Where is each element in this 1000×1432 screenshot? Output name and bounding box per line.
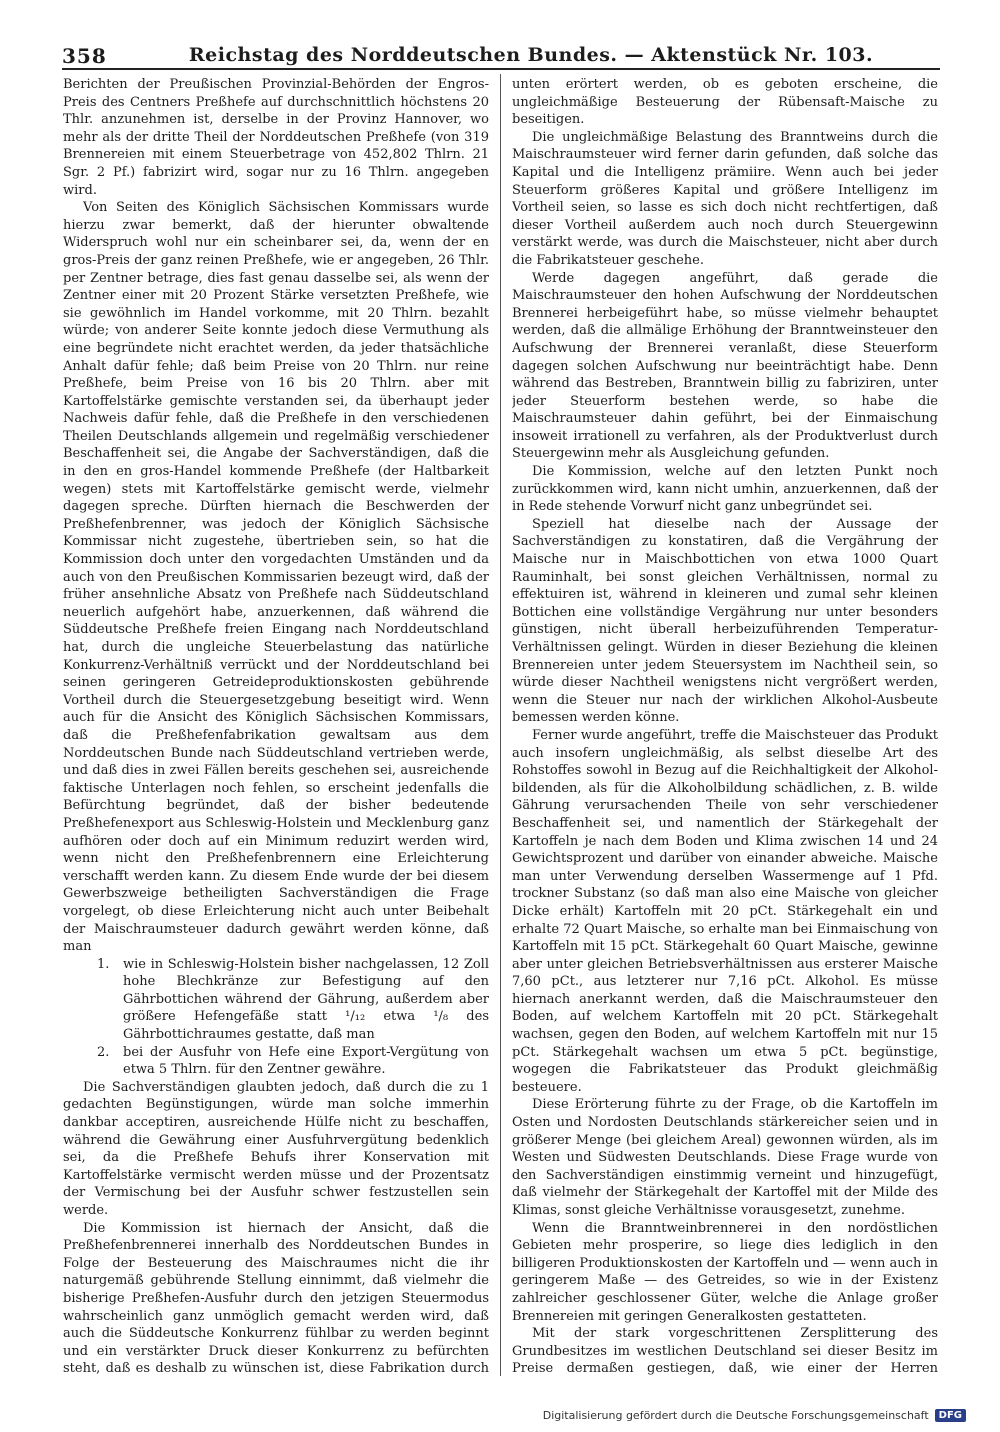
list-item [97, 956, 489, 1044]
paragraph: Wenn die Branntweinbrennerei in den nordöstlichen Gebieten mehr prosperire, so liege dies lediglich in den billigeren Produktionskosten der Kartoffeln und — wenn auch in geringerem Maße — des Getreides, so wie in der Existenz zahlreicher geschlossener Güter, welche die Anlage großer Brennereien mit geringen Generalkosten gestatteten. [512, 1220, 938, 1324]
paragraph: Die Sachverständigen glaubten jedoch, daß durch die zu 1 gedachten Begünstigungen, würde man solche immerhin dankbar acceptiren, ausreichende Hülfe nicht zu beschaffen, während die Gewährung einer Ausfuhrvergütung bedenklich sei, da die Preßhefe Behufs ihrer Konservation mit Kartoffelstärke vermischt werden müsse und der Prozentsatz der Vermischung bei der Ausfuhr schwer festzustellen sein werde. [63, 1079, 489, 1218]
list-item-text: bei der Ausfuhr von Hefe eine Export-Vergütung von etwa 5 Thlrn. für den Zentner gewähre. [123, 1044, 489, 1078]
page-number: 358 [62, 44, 107, 68]
paragraph: unten erörtert werden, ob es geboten erscheine, die ungleichmäßige Besteuerung der Rübensaft-Maische zu beseitigen. [512, 77, 938, 128]
paragraph: Diese Erörterung führte zu der Frage, ob die Kartoffeln im Osten und Nordosten Deutschlands stärkereicher seien und in größerer Menge (bei gleichem Areal) gewonnen würden, als im Westen und Südwesten Deutschlands. Diese Frage wurde von den Sachverständigen einstimmig verneint und hinzugefügt, daß vielmehr der Stärkegehalt der Kartoffel mit der Milde des Klimas, sonst gleiche Verhältnisse vorausgesetzt, zunehme. [512, 1097, 938, 1218]
list-item-text: wie in Schleswig-Holstein bisher nachgelassen, 12 Zoll hohe Blechkränze zur Befestigung auf den Gährbottichen während der Gährung, außerdem aber größere Hefengefäße statt ¹/₁₂ etwa ¹/₈ des Gährbottichraumes gestatte, daß man [123, 956, 489, 1043]
page-title: Reichstag des Norddeutschen Bundes. — Aktenstück Nr. 103. [188, 44, 874, 66]
list-item [97, 1044, 489, 1079]
paragraph: Die ungleichmäßige Belastung des Branntweins durch die Maischraumsteuer wird ferner darin gefunden, daß solche das Kapital und die Intelligenz prämiire. Wenn auch bei jeder Steuerform größeres Kapital und größere Intelligenz im Vortheil seien, so lasse es sich doch nicht rechtfertigen, daß dieser Vortheil außerdem auch noch durch Steuergewinn verstärkt werde, was durch die Maischsteuer, nicht aber durch die Fabrikatsteuer geschehe. [512, 129, 938, 268]
left-column [63, 76, 489, 1376]
paragraph: Die Kommission ist hiernach der Ansicht, daß die Preßhefenbrennerei innerhalb des Norddeutschen Bundes in Folge der Besteuerung des Maischraumes nicht die ihr naturgemäß gebührende Stellung einnimmt, daß vielmehr die bisherige Preßhefen-Ausfuhr durch den jetzigen Steuermodus wahrscheinlich ganz unmöglich gemacht werden wird, daß auch die Süddeutsche Konkurrenz fühlbar zu werden beginnt und ein verstärkter Druck dieser Konkurrenz zu befürchten steht, daß es deshalb zu wünschen ist, diese Fabrikation durch [63, 1220, 489, 1376]
right-column [512, 76, 938, 1376]
digitization-credit [543, 1409, 966, 1422]
paragraph: Ferner wurde angeführt, treffe die Maischsteuer das Produkt auch insofern ungleichmäßig, als selbst dieselbe Art des Rohstoffes sowohl in Bezug auf die Reichhaltigkeit der Alkohol-bildenden, als für die Alkoholbildung schädlichen, z. B. wilde Gährung verursachenden Theile von sehr verschiedener Beschaffenheit sei, und namentlich der Stärkegehalt der Kartoffeln je nach dem Boden und Klima zwischen 14 und 24 Gewichtsprozent und darüber von einander abweiche. Maische man unter Verwendung derselben Wassermenge auf 1 Pfd. trockner Substanz (so daß man also eine Maische von gleicher Dicke erhält) Kartoffeln mit 20 pCt. Stärkegehalt ein und erhalte 72 Quart Maische, so erhalte man bei Einmaischung von Kartoffeln mit 15 pCt. Stärkegehalt 60 Quart Maische, gewinne aber unter gleichen Betriebsverhältnissen aus ersterer Maische 7,60 pCt., aus letzterer nur 7,16 pCt. Alkohol. Es müsse hiernach anerkannt werden, daß die Maischraumsteuer den Boden, auf welchem Kartoffeln mit 20 pCt. Stärkegehalt wachsen, gegen den Boden, auf welchem Kartoffeln mit nur 15 pCt. Stärkegehalt wachsen um etwa 5 pCt. begünstige, wogegen die Fabrikatsteuer das Produkt gleichmäßig besteuere. [512, 727, 938, 1095]
header-rule [62, 68, 940, 70]
dfg-logo: DFG [935, 1409, 966, 1422]
paragraph: Mit der stark vorgeschrittenen Zersplitterung des Grundbesitzes im westlichen Deutschland sei dieser Besitz im Preise dermaßen gestiegen, daß, wie einer der Herren [512, 1326, 938, 1376]
list-item-number: 1. [97, 956, 110, 972]
credit-text: Digitalisierung gefördert durch die Deutsche Forschungsgemeinschaft [542, 1409, 929, 1422]
paragraph: Die Kommission, welche auf den letzten Punkt noch zurückkommen wird, kann nicht umhin, anzuerkennen, daß der in Rede stehende Vorwurf nicht ganz unbegründet sei. [512, 464, 938, 515]
paragraph: Berichten der Preußischen Provinzial-Behörden der Engros-Preis des Centners Preßhefe auf durchschnittlich höchstens 20 Thlr. anzunehmen ist, derselbe in der Provinz Hannover, wo mehr als der dritte Theil der Norddeutschen Preßhefe (von 319 Brennereien mit einem Steuerbetrage von 452,802 Thlrn. 21 Sgr. 2 Pf.) fabrizirt wird, sogar nur zu 16 Thlrn. angegeben wird. [63, 77, 489, 198]
paragraph: Werde dagegen angeführt, daß gerade die Maischraumsteuer den hohen Aufschwung der Norddeutschen Brennerei herbeigeführt habe, so müsse vielmehr behauptet werden, daß die allmälige Erhöhung der Branntweinsteuer den Aufschwung der Brennerei veranlaßt, diese Steuerform dagegen solchen Aufschwung nur beeinträchtigt habe. Denn während das Bestreben, Branntwein billig zu fabriziren, unter jeder Steuerform bestehen werde, so habe die Maischraumsteuer dahin geführt, bei der Einmaischung insoweit irrationell zu verfahren, als der Produktverlust durch Steuergewinn mehr als Ausgleichung gefunden. [512, 270, 938, 462]
paragraph: Von Seiten des Königlich Sächsischen Kommissars wurde hierzu zwar bemerkt, daß der hierunter obwaltende Widerspruch wohl nur ein scheinbarer sei, da, wenn der en gros-Preis der ganz reinen Preßhefe, wie er angegeben, 26 Thlr. per Zentner betrage, dies fast genau dasselbe sei, als wenn der Zentner einer mit 20 Prozent Stärke versetzten Preßhefe, wie sie gewöhnlich im Handel vorkomme, mit 20 Thlrn. bezahlt würde; von anderer Seite konnte jedoch diese Vermuthung als eine begründete nicht erachtet werden, da jeder thatsächliche Anhalt dafür fehle; daß beim Preise von 20 Thlrn. nur reine Preßhefe, beim Preise von 16 bis 20 Thlrn. aber mit Kartoffelstärke gemischte verstanden sei, da überhaupt jeder Nachweis dafür fehle, daß die Preßhefe in den verschiedenen Theilen Deutschlands allgemein und regelmäßig verschiedener Beschaffenheit sei, die Angabe der Sachverständigen, daß die in den en gros-Handel kommende Preßhefe (der Haltbarkeit wegen) stets mit Kartoffelstärke gemischt werde, vielmehr dagegen spreche. Dürften hiernach die Beschwerden der Preßhefenbrenner, was jedoch der Königlich Sächsische Kommissar nicht zugestehe, übertrieben sein, so hat die Kommission doch unter den vorgedachten Umständen und da auch von den Preußischen Kommissarien bezeugt wird, daß der früher ansehnliche Absatz von Preßhefe nach Süddeutschland neuerlich aufgehört habe, anzuerkennen, daß während die Süddeutsche Preßhefe freien Eingang nach Norddeutschland hat, durch die ungleiche Steuerbelastung das natürliche Konkurrenz-Verhältniß verrückt und der Norddeutschland bei seinen geringeren Getreideproduktionskosten gebührende Vortheil durch die Steuergesetzgebung beseitigt wird. Wenn auch für die Ansicht des Königlich Sächsischen Kommissars, daß die Preßhefenfabrikation gewaltsam aus dem Norddeutschen Bunde nach Süddeutschland vertrieben werde, und daß dies in zwei Fällen bereits geschehen sei, ausreichende faktische Unterlagen noch fehlen, so erscheint jedenfalls die Befürchtung begründet, daß der bisher bedeutende Preßhefenexport aus Schleswig-Holstein und Mecklenburg ganz aufhören oder doch auf ein Minimum reduzirt werden wird, wenn nicht den Preßhefenbrennern eine Erleichterung verschafft werden kann. Zu diesem Ende wurde der bei diesem Gewerbszweige betheiligten Sachverständigen die Frage vorgelegt, ob diese Erleichterung nicht auch unter Beibehalt der Maischraumsteuer dadurch gewährt werden könne, daß man [63, 200, 489, 955]
paragraph: Speziell hat dieselbe nach der Aussage der Sachverständigen zu konstatiren, daß die Vergährung der Maische nur in Maischbottichen von etwa 1000 Quart Rauminhalt, bei sonst gleichen Verhältnissen, normal zu effektuiren ist, während in kleineren und zumal sehr kleinen Bottichen eine vollständige Vergährung nur unter besonders günstigen, nicht überall herbeizuführenden Temperatur-Verhältnissen gelingt. Würden in dieser Beziehung die kleinen Brennereien unter jedem Steuersystem im Nachtheil sein, so würde dieser Nachtheil wenigstens nicht vergrößert werden, wenn die Steuer nur nach der wirklichen Alkohol-Ausbeute bemessen werden könne. [512, 516, 938, 726]
column-divider [500, 74, 501, 1376]
list-item-number: 2. [97, 1044, 110, 1060]
numbered-list [63, 956, 489, 1079]
